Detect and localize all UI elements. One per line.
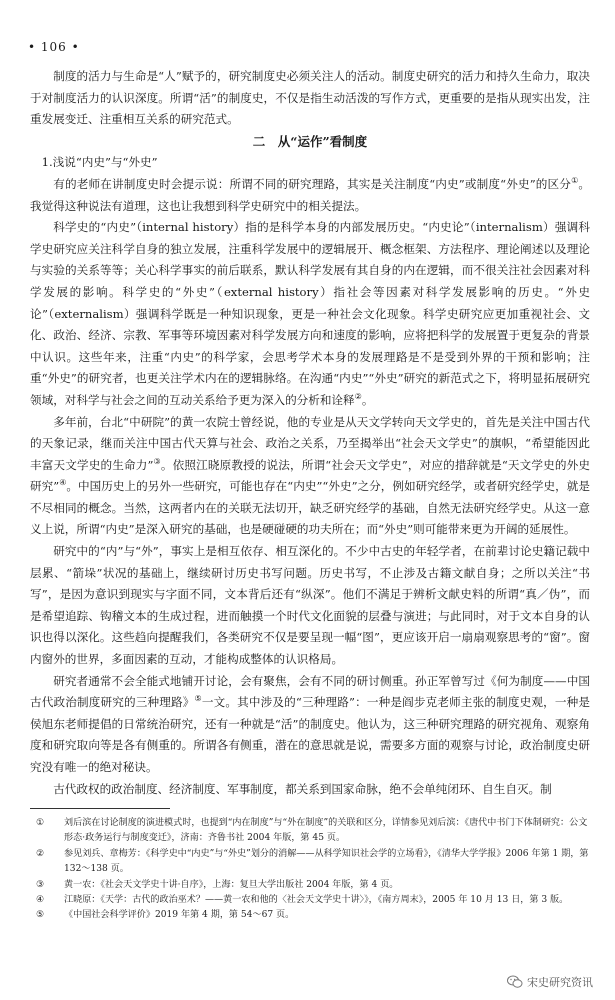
paragraph-4: 多年前，台北“中研院”的黄一农院士曾经说，他的专业是从天文学转向天文学史的，首先是关注中国古代的天象记录，继而关注中国古代天算与社会、政治之关系，乃至揭举出“社会天文学史”的旗帜，“希望能因此丰富天文学史的生命力”③。依照江晓原教授的说法，所谓“社会天文学史”，对应的措辞就是“天文学史的外史研究”④。中国历史上的另外一些研究，可能也存在“内史”“外史”之分，例如研究经学，或者研究经学史，就是不尽相同的概念。当然，这两者内在的关联无法切开，缺乏研究经学的基础，自然无法研究经学史。从这一意义上说，所谓“内史”是深入研究的基础，也是硬碰硬的功夫所在；而“外史”则可能带来更为开阔的延展性。: [30, 414, 590, 537]
footnote-item: [30, 878, 590, 893]
section-title: 二 从“运作”看制度: [252, 133, 368, 149]
paragraph-7: 古代政权的政治制度、经济制度、军事制度，都关系到国家命脉，绝不会单纯闭环、自生自灭。制: [53, 781, 552, 796]
footnote-ref[interactable]: ⑤: [194, 694, 202, 704]
body-text: [30, 66, 590, 800]
footnote-mark: ③: [36, 879, 45, 890]
footnote-ref[interactable]: ②: [354, 392, 362, 402]
footnote-mark: ①: [36, 818, 45, 828]
footnote-divider: [30, 808, 170, 809]
footnote-item: [30, 893, 590, 908]
watermark-text: 宋史研究资讯: [527, 976, 593, 989]
footnote-text: 江晓原：《天学：古代的政治巫术？——黄一农和他的〈社会天文学史十讲〉》，《南方周末》，2005 年 10 月 13 日，第 3 版。: [64, 895, 569, 906]
footnote-ref[interactable]: ④: [59, 478, 67, 488]
footnote-ref[interactable]: ①: [571, 176, 579, 186]
paragraph-1: 制度的活力与生命是“人”赋予的，研究制度史必须关注人的活动。制度史研究的活力和持久生命力，取决于对制度活力的认识深度。所谓“活”的制度史，不仅是指生动活泼的写作方式，更重要的是指从现实出发，注重发展变迁、注重相互关系的研究范式。: [30, 69, 590, 127]
footnote-ref[interactable]: ③: [153, 456, 161, 466]
paragraph-5: 研究中的“内”与“外”，事实上是相互依存、相互深化的。不少中古史的年轻学者，在前辈讨论史籍记载中层累、“箭垛”状况的基础上，继续研讨历史书写问题。历史书写，不止涉及古籍文献自身；之所以关注“书写”，是因为意识到现实与字面不同，文本背后还有“纵深”。他们不满足于辨析文献史料的所谓“真／伪”，而是希望追踪、钩稽文本的生成过程，进而触摸一个时代文化面貌的层叠与演进；与此同时，对于文本自身的认识也得以深化。这些趋向提醒我们，各类研究不仅是要呈现一幅“图”，更应该开启一扇扇观察思考的“窗”。窗内窗外的世界，多面因素的互动，才能构成整体的认识格局。: [30, 544, 590, 667]
footnote-mark: ⑤: [36, 910, 45, 921]
footnote-text: 参见刘兵、章梅芳：《科学史中“内史”与“外史”划分的消解——从科学知识社会学的立场看》，《清华大学学报》2006 年第 1 期，第 132～138 页。: [64, 848, 589, 875]
paragraph-6: 研究者通常不会全能式地铺开讨论，会有聚焦，会有不同的研讨侧重。孙正军曾写过《何为制度——中国古代政治制度研究的三种理路》⑤一文。其中涉及的“三种理路”：一种是阎步克老师主张的制度史观，一种是侯旭东老师提倡的日常统治研究，还有一种就是“活”的制度史。他认为，这三种研究理路的研究视角、观察角度和研究取向等是各有侧重的。所谓各有侧重，潜在的意思就是说，需要多方面的观察与讨论，政治制度史研究没有唯一的绝对秘诀。: [30, 673, 591, 774]
paragraph-3: 科学史的“内史”（internal history）指的是科学本身的内部发展历史。“内史论”（internalism）强调科学史研究应关注科学自身的独立发展，注重科学发展中的逻辑展开、概念框架、方法程序、理论阐述以及理论与实验的关系等等；关心科学事实的前后联系，默认科学发展有其自身的内在逻辑，而不很关注社会因素对科学发展的影响。科学史的“外史”（external history）指社会等因素对科学发展影响的历史。“外史论”（externalism）强调科学既是一种知识现象，更是一种社会文化现象。科学史研究应更加重视社会、文化、政治、经济、宗教、军事等环境因素对科学发展方向和速度的影响，应将把科学的发展置于更复杂的背景中认识。这些年来，注重“内史”的科学家，会思考学术本身的发展理路是不是受到外界的干预和影响；注重“外史”的研究者，也更关注学术内在的逻辑脉络。在沟通“内史”“外史”研究的新范式之下，将明显拓展研究领域，对科学与社会之间的互动关系给予更为深入的分析和诠释②。: [30, 220, 590, 407]
footnote-item: [30, 908, 590, 923]
footnote-item: [30, 847, 590, 878]
sub-title: 1.浅说“内史”与“外史”: [41, 155, 158, 170]
footnote-mark: ④: [36, 895, 45, 906]
page-number: • 106 •: [28, 40, 80, 54]
footnote-mark: ②: [36, 848, 45, 859]
wechat-icon: [507, 975, 523, 989]
paragraph-2: 有的老师在讲制度史时会提示说：所谓不同的研究理路，其实是关注制度“内史”或制度“外史”的区分①。我觉得这种说法有道理，这也让我想到科学史研究中的相关提法。: [30, 176, 591, 213]
footnotes: [30, 816, 590, 924]
footnote-text: 刘后滨在讨论制度的演进模式时，也提到“内在制度”与“外在制度”的关联和区分，详情参见刘后滨：《唐代中书门下体制研究：公文形态·政务运行与制度变迁》，济南：齐鲁书社 2004 年版，第 45 页。: [64, 818, 588, 844]
footnote-item: [30, 816, 590, 847]
footnote-text: 黄一农：《社会天文学史十讲·自序》，上海：复旦大学出版社 2004 年版，第 4 页。: [64, 879, 399, 890]
watermark: [507, 974, 593, 990]
footnote-text: 《中国社会科学评价》2019 年第 4 期，第 54～67 页。: [64, 910, 295, 921]
